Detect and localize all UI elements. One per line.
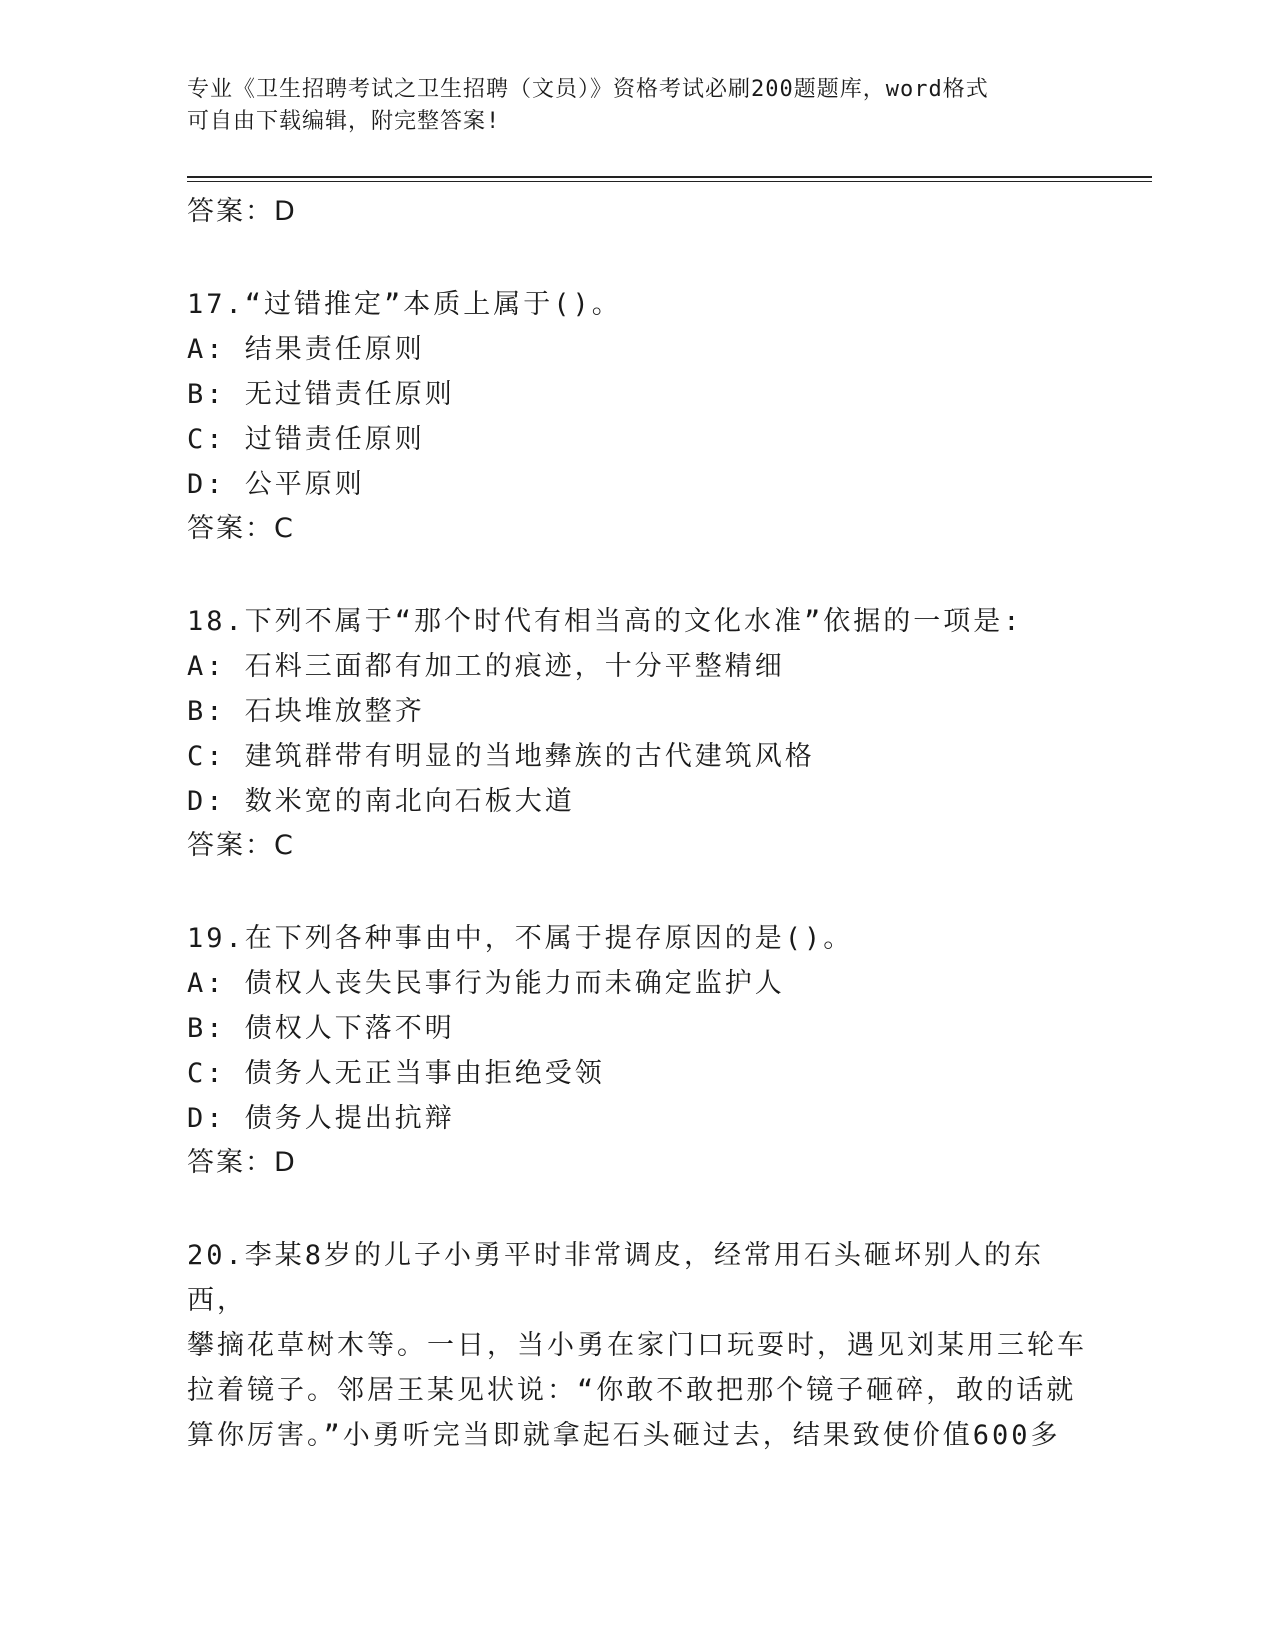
question-stem: 19.在下列各种事由中，不属于提存原因的是()。: [187, 923, 854, 954]
option-c: C: 过错责任原则: [187, 424, 425, 455]
question-18: [187, 599, 1087, 868]
question-stem-line: 算你厉害。”小勇听完当即就拿起石头砸过去，结果致使价值600多: [187, 1420, 1061, 1451]
question-stem-line: 攀摘花草树木等。一日，当小勇在家门口玩耍时，遇见刘某用三轮车: [187, 1330, 1087, 1361]
option-a: A: 债权人丧失民事行为能力而未确定监护人: [187, 968, 785, 999]
header-line-2: 可自由下载编辑，附完整答案!: [187, 109, 501, 134]
option-a: A: 石料三面都有加工的痕迹，十分平整精细: [187, 651, 785, 682]
option-b: B: 债权人下落不明: [187, 1013, 455, 1044]
option-d: D: 债务人提出抗辩: [187, 1103, 455, 1134]
option-d: D: 公平原则: [187, 469, 365, 500]
spacer: [187, 868, 1087, 916]
option-a: A: 结果责任原则: [187, 334, 425, 365]
answer-line: 答案：C: [187, 830, 295, 861]
option-c: C: 建筑群带有明显的当地彝族的古代建筑风格: [187, 741, 815, 772]
answer-line: 答案：C: [187, 513, 295, 544]
question-stem-line: 拉着镜子。邻居王某见状说：“你敢不敢把那个镜子砸碎，敢的话就: [187, 1375, 1077, 1406]
question-17: [187, 282, 1087, 551]
answer-line: 答案：D: [187, 1147, 297, 1178]
question-20: [187, 1233, 1087, 1458]
spacer: [187, 1185, 1087, 1233]
question-19: [187, 916, 1087, 1185]
header-line-1: 专业《卫生招聘考试之卫生招聘（文员）》资格考试必刷200题题库，word格式: [187, 77, 989, 102]
option-c: C: 债务人无正当事由拒绝受领: [187, 1058, 605, 1089]
document-header: [187, 74, 1067, 138]
answer-line: 答案：D: [187, 196, 297, 227]
spacer: [187, 234, 1087, 282]
option-d: D: 数米宽的南北向石板大道: [187, 786, 575, 817]
header-rule-thin: [187, 181, 1152, 182]
header-rule-thick: [187, 176, 1152, 178]
spacer: [187, 551, 1087, 599]
question-stem-line: 20.李某8岁的儿子小勇平时非常调皮，经常用石头砸坏别人的东西，: [187, 1240, 1045, 1316]
question-stem: 18.下列不属于“那个时代有相当高的文化水准”依据的一项是:: [187, 606, 1023, 637]
question-stem: 17.“过错推定”本质上属于()。: [187, 289, 622, 320]
option-b: B: 石块堆放整齐: [187, 696, 425, 727]
document-body: [187, 190, 1087, 1458]
option-b: B: 无过错责任原则: [187, 379, 455, 410]
